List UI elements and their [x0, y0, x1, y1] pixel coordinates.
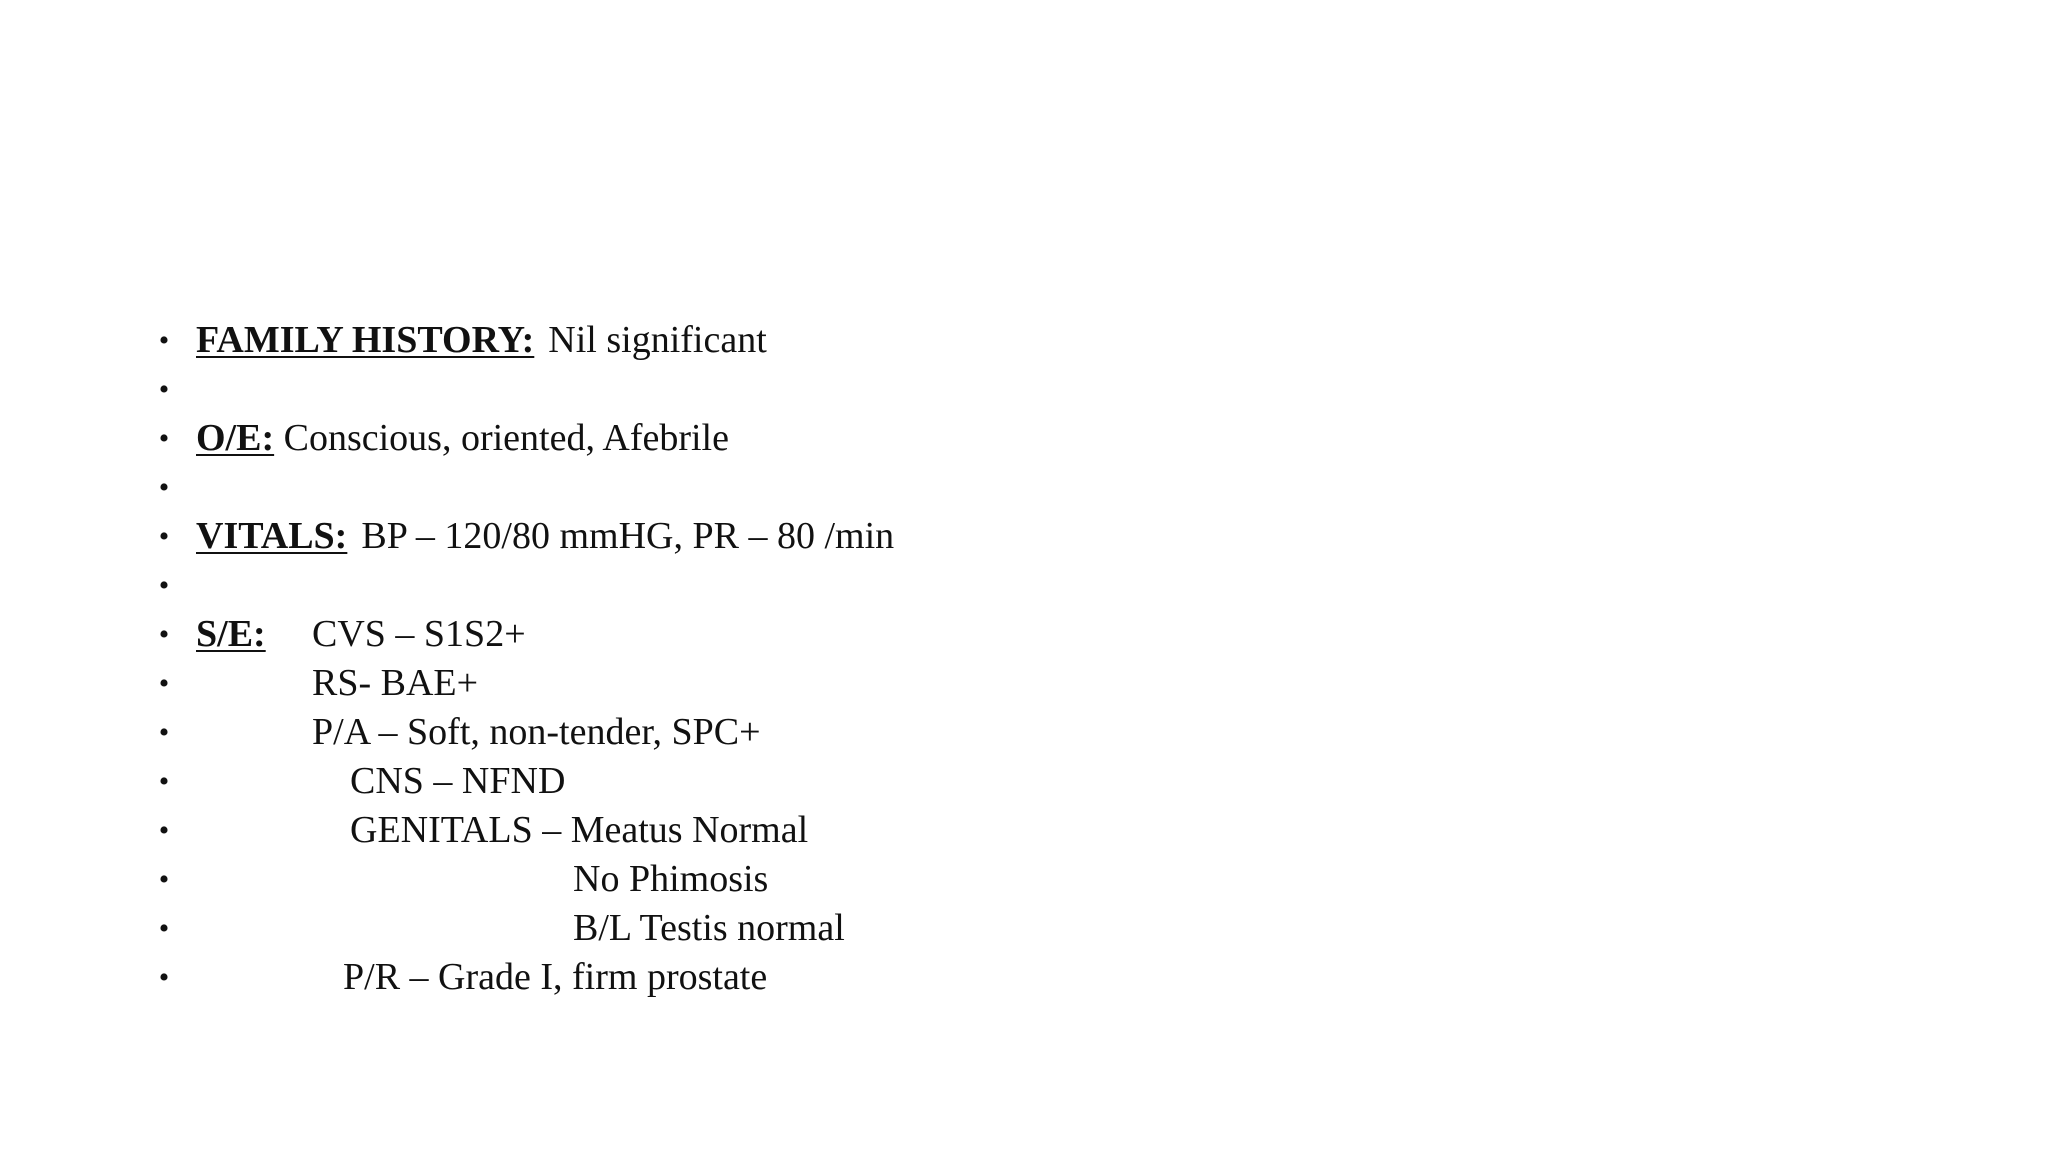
se-pr: P/R – Grade I, firm prostate: [343, 956, 768, 998]
bullet: •: [158, 618, 170, 651]
oe-label: O/E:: [196, 417, 275, 459]
se-label-content: [196, 610, 266, 659]
bullet: •: [158, 961, 170, 994]
bullet: •: [158, 716, 170, 749]
vitals-value: BP – 120/80 mmHG, PR – 80 /min: [361, 515, 895, 557]
se-genitals: GENITALS – Meatus Normal: [350, 809, 809, 851]
family-history-value: Nil significant: [548, 319, 767, 361]
bullet: •: [158, 471, 170, 504]
bullet: •: [158, 520, 170, 553]
se-cvs: CVS – S1S2+: [312, 613, 526, 655]
bullet: •: [158, 324, 170, 357]
bullet: •: [158, 373, 170, 406]
se-label: S/E:: [196, 613, 266, 655]
se-pa: P/A – Soft, non-tender, SPC+: [312, 711, 761, 753]
bullet: •: [158, 912, 170, 945]
oe-content: [196, 414, 729, 463]
se-rs: RS- BAE+: [312, 662, 479, 704]
se-testis: B/L Testis normal: [573, 907, 845, 949]
se-cns: CNS – NFND: [350, 760, 566, 802]
bullet: •: [158, 814, 170, 847]
oe-value: Conscious, oriented, Afebrile: [283, 417, 729, 459]
family-history-label: FAMILY HISTORY:: [196, 319, 535, 361]
vitals-label: VITALS:: [196, 515, 348, 557]
family-history-content: [196, 316, 767, 365]
bullet: •: [158, 569, 170, 602]
vitals-content: [196, 512, 894, 561]
se-phimosis: No Phimosis: [573, 858, 769, 900]
bullet: •: [158, 765, 170, 798]
bullet: •: [158, 863, 170, 896]
bullet: •: [158, 422, 170, 455]
bullet: •: [158, 667, 170, 700]
